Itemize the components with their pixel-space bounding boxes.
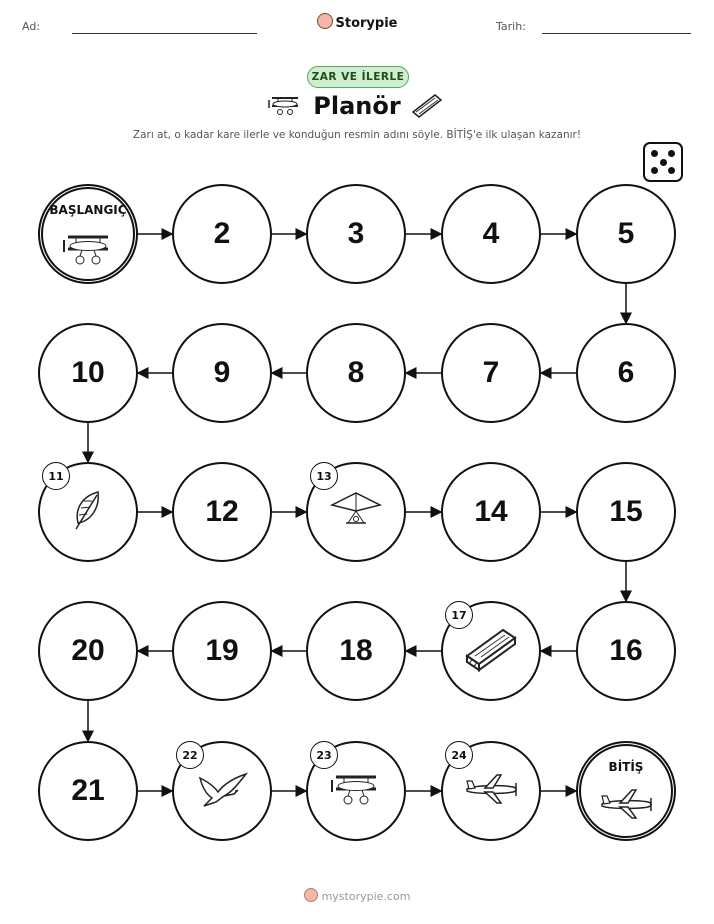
airplane-icon [463,771,519,811]
board-cell-17 [441,601,541,701]
cell-number-badge: 24 [445,741,473,769]
board-cell-6 [576,323,676,423]
board-cell-7 [441,323,541,423]
footer-url[interactable]: mystorypie.com [321,890,411,903]
cell-number-badge: 13 [310,462,338,490]
cell-number: 4 [482,217,500,250]
board-cell-9 [172,323,272,423]
date-label: Tarih: [496,20,526,33]
cell-number: 21 [71,774,105,807]
cell-number: 12 [205,495,239,528]
cell-number: 14 [474,495,508,528]
board-cell-14 [441,462,541,562]
cell-number-badge: 22 [176,741,204,769]
cell-number: 18 [339,634,373,667]
board-cell-16 [576,601,676,701]
cell-number-badge: 17 [445,601,473,629]
glider-plane-icon [62,229,114,273]
name-label: Ad: [22,20,41,33]
start-cell [38,184,138,284]
board-cell-21 [38,741,138,841]
cell-number: 20 [71,634,105,667]
board-cell-15 [576,462,676,562]
board-cell-2 [172,184,272,284]
cell-number: 3 [347,217,365,250]
start-label: BAŞLANGIÇ [49,203,127,217]
activity-tag: ZAR VE İLERLE [307,66,409,88]
board-cell-18 [306,601,406,701]
storypie-logo-icon [304,888,318,902]
biplane-icon [330,769,382,813]
eagle-icon [194,768,250,814]
board-cell-12 [172,462,272,562]
brand-name: Storypie [335,16,398,31]
footer [0,888,714,903]
board-cell-8 [306,323,406,423]
board-cell-11 [38,462,138,562]
board-cell-10 [38,323,138,423]
cell-number: 19 [205,634,239,667]
instructions: Zarı at, o kadar kare ilerle ve konduğun resmin adını söyle. BİTİŞ'e ilk ulaşan kazanır! [132,129,582,141]
board-cell-4 [441,184,541,284]
cell-number: 10 [71,356,105,389]
board-cell-22 [172,741,272,841]
board-cell-13 [306,462,406,562]
board-cell-19 [172,601,272,701]
feather-icon [70,489,106,535]
cell-number-badge: 11 [42,462,70,490]
wooden-plank-icon [463,626,519,676]
cell-number: 15 [609,495,643,528]
board-cell-20 [38,601,138,701]
cell-number: 2 [213,217,231,250]
board-cell-24 [441,741,541,841]
board-cell-5 [576,184,676,284]
cell-number: 8 [347,356,365,389]
cell-number-badge: 23 [310,741,338,769]
cell-number: 16 [609,634,643,667]
board-cell-23 [306,741,406,841]
cell-number: 7 [482,356,500,389]
finish-label: BİTİŞ [608,760,644,774]
finish-cell [576,741,676,841]
hang-glider-icon [328,491,384,533]
cell-number: 6 [617,356,635,389]
airplane-icon [598,786,654,826]
cell-number: 5 [617,217,635,250]
page-title: Planör [313,92,401,120]
cell-number: 9 [213,356,231,389]
board-cell-3 [306,184,406,284]
